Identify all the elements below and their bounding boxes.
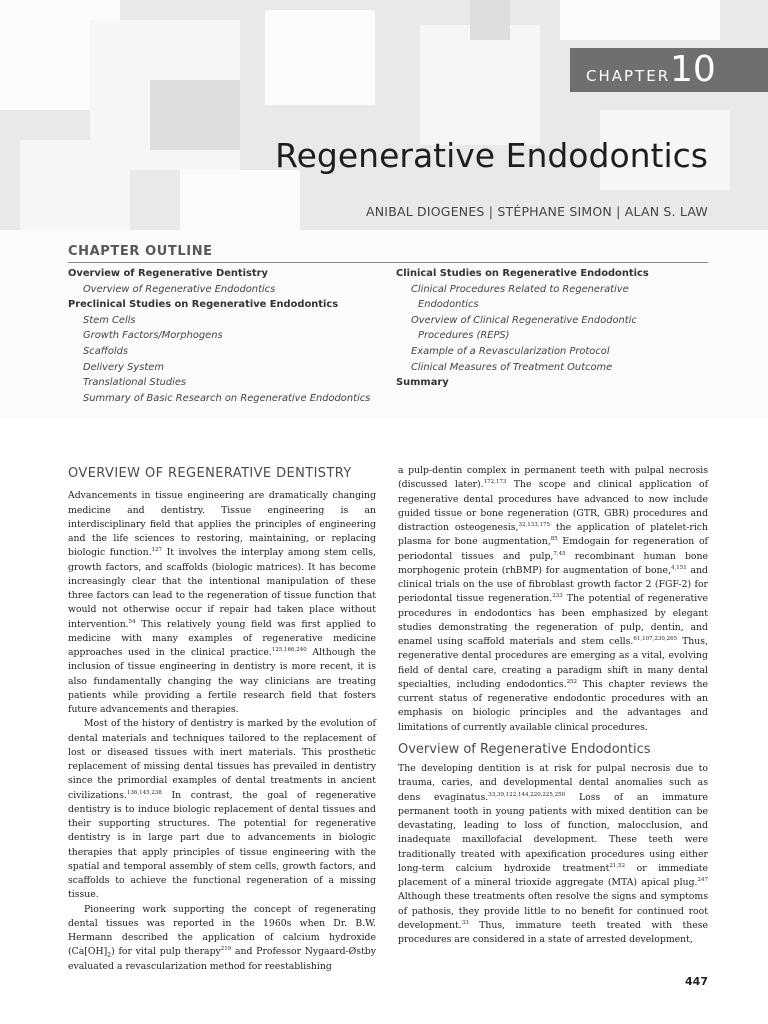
- outline-subsection-item: Summary of Basic Research on Regenerative Endodontics: [83, 392, 371, 404]
- text-run: This relatively young field was first applied to medicine with many examples of regenerative medicine approaches used in the clinical practice.: [68, 618, 376, 658]
- citation-reference: 125,166,240: [271, 646, 307, 653]
- text-run: ) for vital pulp therapy: [111, 946, 221, 958]
- outline-subsection-item: Example of a Revascularization Protocol: [411, 345, 610, 357]
- author-separator: |: [488, 204, 494, 219]
- text-run: a pulp-dentin complex in permanent teeth with pulpal necrosis (discussed later).: [398, 465, 708, 491]
- citation-reference: 85: [550, 536, 558, 543]
- citation-reference: 136,145,238: [126, 789, 162, 796]
- outline-subsection-item: Clinical Procedures Related to Regenerative: [411, 283, 629, 295]
- text-run: Although these treatments often resolve the signs and symptoms of pathosis, they provide little to no benefit for continued root development.: [398, 891, 708, 931]
- outline-subsection-item: Stem Cells: [83, 314, 136, 326]
- text-run: Loss of an immature permanent tooth in young patients with mixed dentition can be devastating, leading to loss of function, malocclusion, and inadequate maxillofacial development. These teeth were traditionally treated with apexification procedures using either long-term calcium hydroxide treatment: [398, 791, 708, 874]
- citation-reference: 4,151: [671, 564, 687, 571]
- body-right-column: [398, 464, 708, 947]
- text-run: The developing dentition is at risk for pulpal necrosis due to trauma, caries, and developmental dental anomalies such as dens evaginatus.: [398, 763, 708, 803]
- citation-reference: 7,45: [553, 550, 566, 557]
- author-name: STÉPHANE SIMON: [497, 204, 612, 219]
- chemical-subscript: 2: [107, 952, 112, 960]
- outline-left-column: [68, 266, 388, 406]
- body-left-column: [68, 464, 376, 974]
- text-run: In contrast, the goal of regenerative dentistry is to induce biologic replacement of dental tissues and their supporting structures. The potential for regenerative dentistry is in large part due to advancements in biologic therapies that apply principles of tissue engineering with the spatial and temporal assembly of stem cells, growth factors, and scaffolds to achieve the functional regeneration of a missing tissue.: [68, 789, 376, 901]
- text-run: The scope and clinical application of regenerative dental procedures have advanced to now include guided tissue or bone regeneration (GTR, GBR) procedures and distraction osteogenesis,: [398, 479, 709, 533]
- text-run: Most of the history of dentistry is marked by the evolution of dental materials and techniques tailored to the replacement of lost or diseased tissues with inert materials. This prosthetic replacement of missing dental tissues has prevailed in dentistry since the primordial examples of dental treatments in ancient civilizations.: [68, 718, 376, 801]
- outline-subsection-item: Translational Studies: [83, 377, 187, 389]
- text-run: Pioneering work supporting the concept of regenerating dental tissues was reported in the 1960s when Dr. B.W. Hermann described the application of calcium hydroxide (Ca[OH]: [68, 903, 376, 958]
- citation-reference: 247: [697, 876, 708, 883]
- outline-subsection-item: Procedures (REPS): [418, 330, 510, 342]
- section-heading: OVERVIEW OF REGENERATIVE DENTISTRY: [68, 466, 352, 481]
- text-run: The potential of regenerative procedures in endodontics has been emphasized by elegant studies demonstrating the regeneration of pulp, dentin, and enamel using scaffold materials and stem cells.: [398, 593, 708, 647]
- outline-section-item: Clinical Studies on Regenerative Endodontics: [396, 268, 649, 279]
- outline-subsection-item: Delivery System: [83, 361, 164, 373]
- citation-reference: 172,173: [483, 479, 507, 486]
- citation-reference: 219: [220, 946, 232, 953]
- outline-right-column: [396, 266, 716, 391]
- text-run: It involves the interplay among stem cells, growth factors, and scaffolds (biologic matrices). It has become increasingly clear that the intentional manipulation of these three factors can lead to the regeneration of tissue function that would not otherwise occur if repair had taken place without intervention.: [68, 547, 377, 630]
- text-run: Emdogain for regeneration of periodontal tissues and pulp,: [398, 536, 708, 562]
- body-paragraph: [68, 903, 376, 974]
- outline-section-item: Preclinical Studies on Regenerative Endodontics: [68, 299, 339, 311]
- text-run: or immediate placement of a mineral trioxide aggregate (MTA) apical plug.: [398, 862, 709, 888]
- outline-section-item: Overview of Regenerative Dentistry: [68, 268, 268, 279]
- chapter-number: 10: [670, 49, 716, 90]
- body-paragraph: [398, 464, 708, 735]
- outline-subsection-item: Overview of Regenerative Endodontics: [83, 283, 276, 295]
- body-paragraph: [398, 762, 708, 947]
- outline-subsection-item: Scaffolds: [83, 345, 129, 357]
- citation-reference: 127: [151, 547, 163, 554]
- text-run: Thus, immature teeth treated with these procedures are considered in a state of arrested development,: [398, 919, 708, 945]
- text-run: Advancements in tissue engineering are dramatically changing medicine and dentistry. Tissue engineering is an interdisciplinary field that applies the principles of engineering and the life sciences to restoring, maintaining, or replacing biologic function.: [68, 490, 376, 559]
- body-paragraph: [68, 489, 376, 717]
- citation-reference: 33,39,122,144,220,225,250: [488, 791, 566, 798]
- author-line: [366, 204, 708, 219]
- author-name: ALAN S. LAW: [624, 204, 708, 219]
- page-number: 447: [685, 975, 708, 988]
- citation-reference: 61,107,230,265: [633, 635, 678, 642]
- citation-reference: 252: [566, 678, 578, 685]
- text-run: recombinant human bone morphogenic protein (rhBMP) for augmentation of bone,: [398, 550, 708, 576]
- citation-reference: 32,133,175: [518, 521, 550, 528]
- author-name: ANIBAL DIOGENES: [366, 204, 485, 219]
- text-run: Thus, regenerative dental procedures are emerging as a vital, evolving field of dental care, creating a paradigm shift in many dental specialties, including endodontics.: [398, 636, 708, 690]
- text-run: the application of platelet-rich plasma for bone augmentation,: [398, 522, 708, 548]
- text-run: This chapter reviews the current status of regenerative endodontic procedures with an emphasis on biologic principles and the advantages and limitations of currently available clinical procedures.: [398, 678, 708, 733]
- chapter-label: CHAPTER: [586, 67, 671, 85]
- text-run: and Professor Nygaard-Østby evaluated a revascularization method for reestablishing: [68, 946, 377, 972]
- outline-subsection-item: Clinical Measures of Treatment Outcome: [411, 361, 613, 373]
- author-separator: |: [616, 204, 621, 219]
- outline-subsection-item: Endodontics: [418, 299, 479, 311]
- body-paragraph: [68, 717, 376, 902]
- chapter-tab: [570, 48, 768, 92]
- text-run: and clinical trials on the use of fibroblast growth factor 2 (FGF-2) for periodontal tissue regeneration.: [398, 564, 709, 605]
- outline-divider: [68, 262, 708, 263]
- outline-heading: CHAPTER OUTLINE: [68, 244, 213, 259]
- citation-reference: 21,52: [609, 862, 626, 869]
- citation-reference: 33: [461, 919, 469, 926]
- text-run: Although the inclusion of tissue engineering in dentistry is more recent, it is also fundamentally changing the way clinicians are treating patients while providing a fertile research field that fosters future advancements and therapies.: [68, 647, 376, 715]
- outline-section-item: Summary: [396, 377, 449, 389]
- citation-reference: 54: [128, 618, 136, 625]
- chapter-title: Regenerative Endodontics: [275, 136, 708, 175]
- outline-subsection-item: Growth Factors/Morphogens: [83, 330, 223, 342]
- citation-reference: 233: [552, 593, 563, 600]
- outline-subsection-item: Overview of Clinical Regenerative Endodontic: [411, 314, 637, 326]
- subsection-heading: Overview of Regenerative Endodontics: [398, 741, 651, 757]
